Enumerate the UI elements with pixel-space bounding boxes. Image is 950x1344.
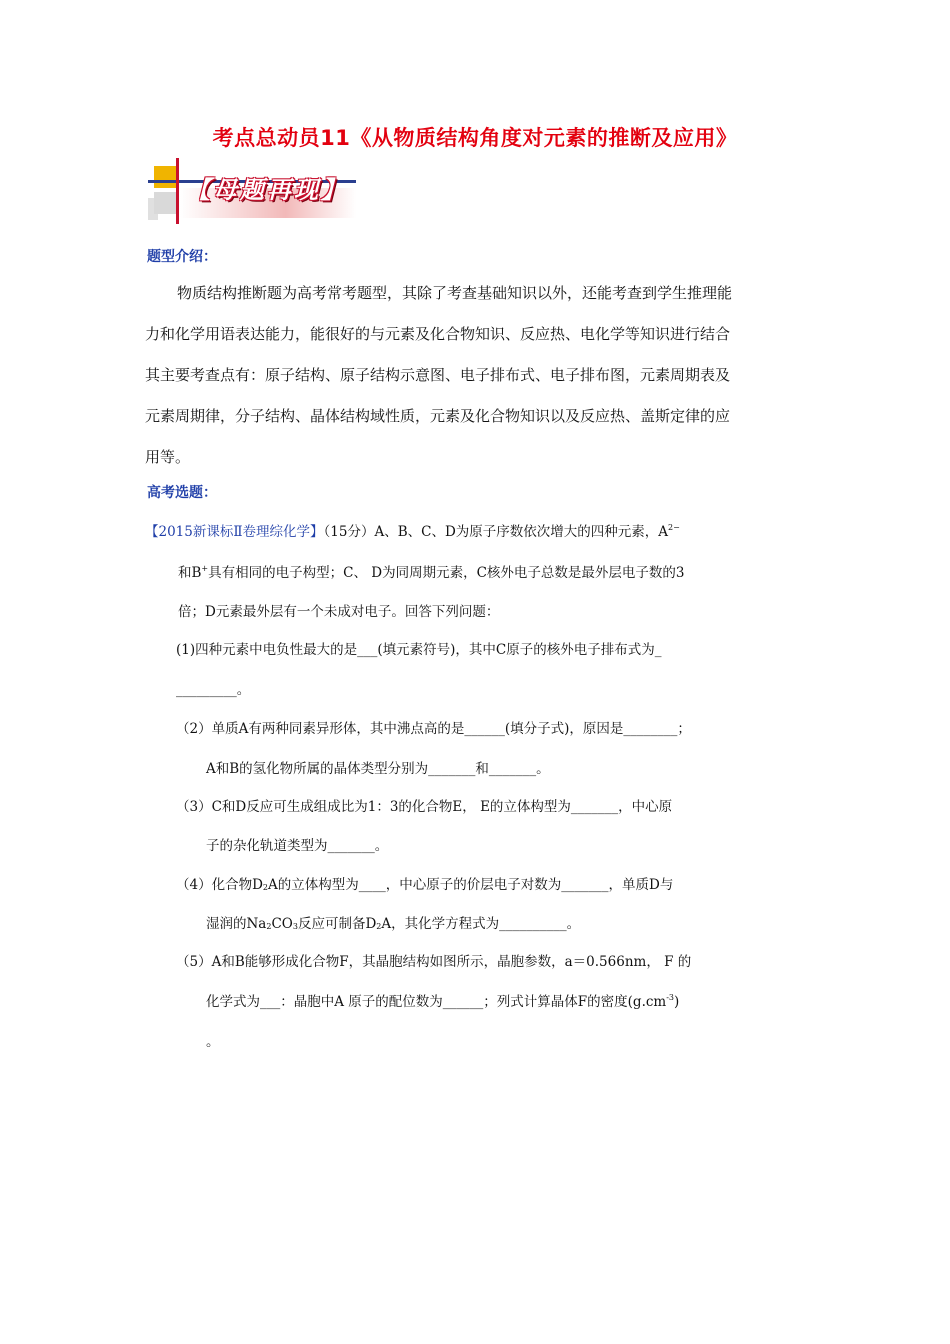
intro-line: 用等。 (145, 448, 191, 466)
banner-label: 【母题再现】 (186, 176, 348, 204)
sub-question-5: 化学式为___：晶胞中A 原子的配位数为______；列式计算晶体F的密度$(g.cm^{-3})$ (206, 993, 680, 1010)
sub-question-5: （5）A和B能够形成化合物F，其晶胞结构如图所示，晶胞参数，a＝0.566nm， F 的 (176, 954, 692, 970)
question-stem: 和B+具有相同的电子构型；C、 D为同周期元素，C核外电子总数是最外层电子数的3 (178, 564, 685, 581)
sub-question-5: 。 (206, 1034, 220, 1050)
banner-decoration (154, 192, 176, 214)
sub-question-1: _________。 (176, 682, 251, 698)
intro-heading: 题型介绍： (147, 249, 217, 265)
section-banner (148, 158, 356, 224)
banner-decoration (176, 158, 179, 224)
sub-question-4: （4）化合物$D_2A$的立体构型为____，中心原子的价层电子对数为_______，单质D与 (176, 877, 674, 893)
question-source: 【2015新课标Ⅱ卷理综化学】 (145, 524, 324, 540)
sub-question-1: (1)四种元素中电负性最大的是___(填元素符号)，其中C原子的核外电子排布式为_ (176, 642, 662, 658)
sub-question-2: （2）单质A有两种同素异形体，其中沸点高的是______(填分子式)，原因是________； (176, 721, 691, 737)
sub-question-3: 子的杂化轨道类型为_______。 (206, 838, 389, 854)
question-stem: 倍；D元素最外层有一个未成对电子。回答下列问题： (178, 604, 500, 620)
intro-line: 物质结构推断题为高考常考题型，其除了考查基础知识以外，还能考查到学生推理能 (177, 284, 733, 302)
exam-heading: 高考选题： (147, 485, 217, 501)
intro-line: 其主要考查点有：原子结构、原子结构示意图、电子排布式、电子排布图，元素周期表及 (145, 366, 731, 384)
intro-line: 元素周期律，分子结构、晶体结构域性质，元素及化合物知识以及反应热、盖斯定律的应 (145, 407, 731, 425)
banner-decoration (154, 166, 176, 188)
sub-question-3: （3）C和D反应可生成组成比为1：3的化合物E， E的立体构型为_______，中心原 (176, 799, 673, 815)
intro-line: 力和化学用语表达能力，能很好的与元素及化合物知识、反应热、电化学等知识进行结合 (145, 325, 731, 343)
sub-question-2: A和B的氢化物所属的晶体类型分别为_______和_______。 (206, 761, 550, 777)
page-title: 考点总动员11《从物质结构角度对元素的推断及应用》 (212, 126, 738, 150)
question-stem: 【2015新课标Ⅱ卷理综化学】（15分）A、B、C、D为原子序数依次增大的四种元素，$A^{2-}$ (145, 523, 680, 540)
sub-question-4: 湿润的$Na_2CO_3$反应可制备$D_2A$，其化学方程式为__________。 (206, 916, 581, 932)
